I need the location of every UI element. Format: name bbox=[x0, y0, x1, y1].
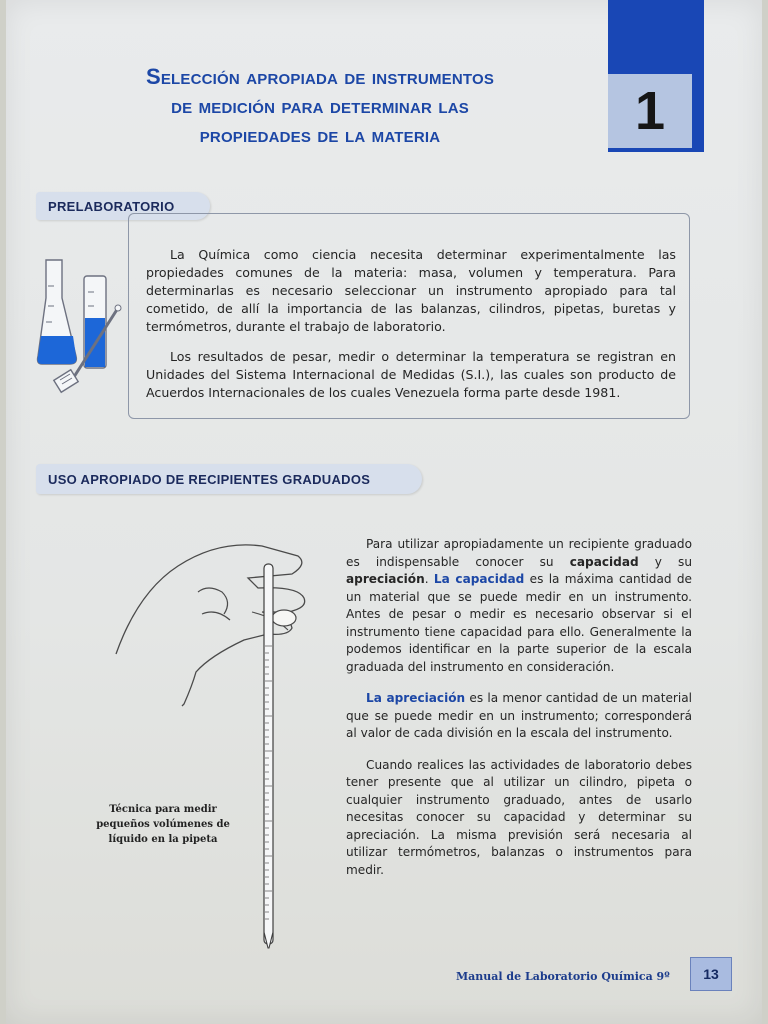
definition-term-apreciacion: La apreciación bbox=[366, 691, 466, 705]
hand-pipette-illustration bbox=[112, 536, 312, 952]
graduated-containers-text bbox=[346, 536, 692, 893]
page-number: 13 bbox=[690, 957, 732, 991]
section-tab-prelaboratorio: PRELABORATORIO bbox=[36, 192, 210, 220]
paragraph-apreciacion bbox=[346, 690, 692, 743]
title-line-1: Selección apropiada de instrumentos bbox=[145, 64, 495, 89]
definition-term-capacidad: La capacidad bbox=[433, 572, 525, 586]
title-line-3: propiedades de la materia bbox=[199, 122, 441, 147]
text-span: . bbox=[424, 572, 434, 586]
chapter-number: 1 bbox=[608, 70, 692, 148]
lab-glassware-illustration bbox=[36, 256, 126, 398]
title-line-2: de medición para determinar las bbox=[171, 93, 469, 118]
paragraph-capacidad bbox=[346, 536, 692, 676]
page-title bbox=[40, 62, 600, 149]
footer-book-title: Manual de Laboratorio Química 9º bbox=[456, 970, 670, 983]
text-span: es la menor cantidad de un material que se puede medir en un instrumento; corresponderá al valor de cada división en la escala del instrumento. bbox=[346, 691, 692, 740]
text-span: y su bbox=[638, 554, 693, 569]
pipette-caption: Técnica para medir pequeños volúmenes de líquido en la pipeta bbox=[96, 804, 230, 845]
section-tab-recipientes-graduados: USO APROPIADO DE RECIPIENTES GRADUADOS bbox=[36, 464, 422, 494]
term-apreciacion: apreciación bbox=[346, 572, 425, 586]
prelab-paragraph-1: La Química como ciencia necesita determinar experimentalmente las propiedades comunes de la materia: masa, volumen y temperatura. Para determinarlas es necesario seleccionar un instrumento apropiado para tal cometido, de allí la importancia de las balanzas, cilindros, pipetas, buretas y termómetros, durante el trabajo de laboratorio. bbox=[146, 247, 676, 334]
text-span: es la máxima cantidad de un material que se puede medir en un instrumento. Antes de pesar o medir es necesario observar si el instrumento tiene capacidad para ello. Generalmente la podemos identificar en la parte superior de la escala graduada del instrumento en consideración. bbox=[346, 572, 692, 674]
paragraph-laboratorio: Cuando realices las actividades de laboratorio debes tener presente que al utilizar un cilindro, pipeta o cualquier instrumento graduado, antes de usarlo necesitas conocer su capacidad y determinar su apreciación. La misma previsión será necesaria al utilizar termómetros, balanzas o instrumentos para medir. bbox=[346, 757, 692, 877]
text-span: Para utilizar apropiadamente un recipiente graduado es indispensable conocer su bbox=[346, 537, 692, 569]
prelab-paragraph-2: Los resultados de pesar, medir o determinar la temperatura se registran en Unidades del Sistema Internacional de Medidas (S.I.), las cuales son producto de Acuerdos Internacionales de los cuales Venezuela forma parte desde 1981. bbox=[146, 349, 676, 400]
term-capacidad: capacidad bbox=[569, 554, 639, 569]
